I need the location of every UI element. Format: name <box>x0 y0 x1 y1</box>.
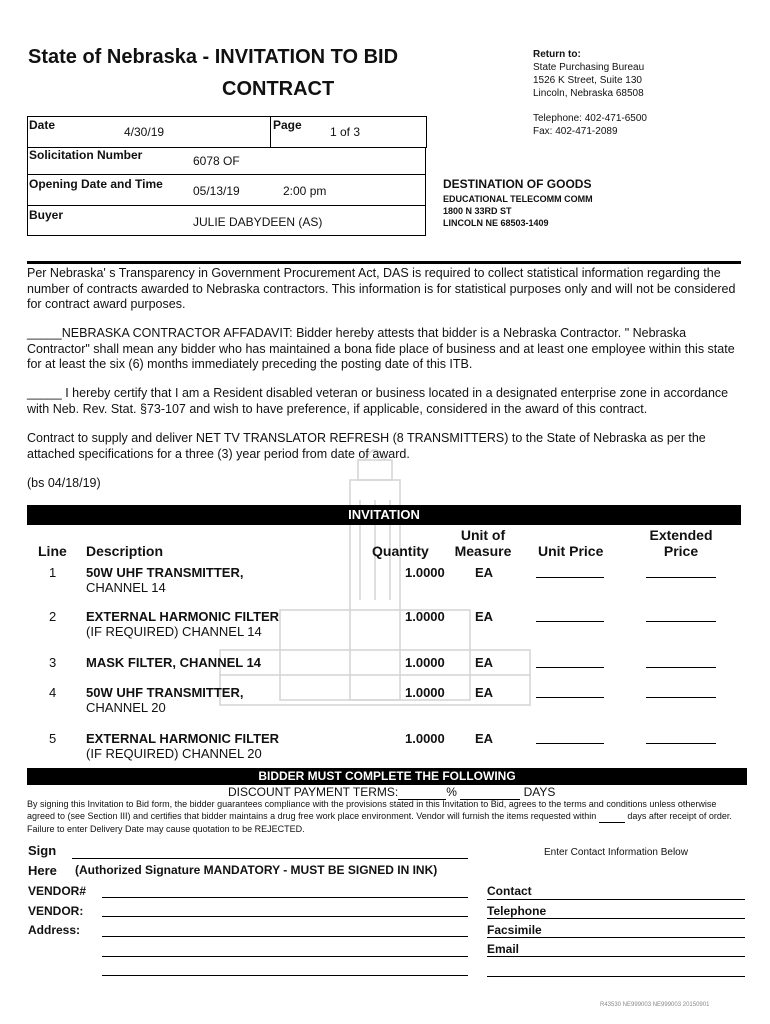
here-label: Here <box>28 863 57 878</box>
row-description-detail: CHANNEL 14 <box>86 580 166 595</box>
row-line-number: 4 <box>49 685 57 700</box>
row-quantity: 1.0000 <box>405 565 445 580</box>
vendor-number-label: VENDOR# <box>28 884 87 898</box>
facsimile-label: Facsimile <box>487 923 542 937</box>
return-line: 1526 K Street, Suite 130 <box>533 75 642 86</box>
email-label: Email <box>487 942 520 956</box>
row-description-detail: CHANNEL 20 <box>86 700 166 715</box>
col-extended-price-header-line: Extended <box>649 527 713 543</box>
footer-code: R43530 NE999003 NE999003 20150901 <box>600 1002 710 1008</box>
page-title: State of Nebraska - INVITATION TO BID <box>28 46 399 68</box>
col-description-header: Description <box>86 543 164 559</box>
telephone-field[interactable] <box>487 918 745 919</box>
authorized-signature-note: (Authorized Signature MANDATORY - MUST BE SIGNED IN INK) <box>75 863 438 877</box>
email-field-extra-line[interactable] <box>487 976 745 977</box>
invitation-bar: INVITATION <box>27 505 741 525</box>
email-field[interactable] <box>487 956 745 957</box>
date-page-box <box>27 116 427 148</box>
transparency-paragraph: Per Nebraska' s Transparency in Government Procurement Act, DAS is required to collect statistical information regarding the number of contracts awarded to Nebraska contractors. This information is for statistical purposes only and will not be considered for contract award purposes. <box>27 266 736 311</box>
destination-address <box>443 193 593 229</box>
note-paragraph: (bs 04/18/19) <box>27 476 101 490</box>
vendor-label: VENDOR: <box>28 904 84 918</box>
discount-label: DISCOUNT PAYMENT TERMS: <box>228 785 399 799</box>
buyer-value: JULIE DABYDEEN (AS) <box>193 215 323 229</box>
date-label: Date <box>29 118 56 132</box>
contact-info-instruction: Enter Contact Information Below <box>544 847 688 858</box>
extended-price-field[interactable] <box>646 697 716 698</box>
discount-days-label: DAYS <box>523 785 556 799</box>
address-field-line-1[interactable] <box>102 936 468 937</box>
row-description: EXTERNAL HARMONIC FILTER <box>86 731 280 746</box>
solicitation-label: Solicitation Number <box>29 148 143 162</box>
address-field-line-2[interactable] <box>102 956 468 957</box>
row-quantity: 1.0000 <box>405 731 445 746</box>
col-line-header: Line <box>38 543 67 559</box>
contact-label: Contact <box>487 884 532 898</box>
terms-text: By signing this Invitation to Bid form, the bidder guarantees compliance with the provisions stated in this Invitation to Bid, agrees to the terms and conditions unless otherwise agreed to (see Section III) and certifies that bidder maintains a drug free work place environment. Vendor will furnish the items requested within <box>27 799 717 821</box>
page-label: Page <box>273 118 302 132</box>
row-description: 50W UHF TRANSMITTER, <box>86 685 244 700</box>
return-telephone: Telephone: 402-471-6500 <box>533 113 647 124</box>
sign-label: Sign <box>28 843 57 858</box>
address-label: Address: <box>28 923 81 937</box>
extended-price-field[interactable] <box>646 577 716 578</box>
unit-price-field[interactable] <box>536 621 604 622</box>
row-uom: EA <box>475 609 494 624</box>
section-divider <box>27 261 741 264</box>
row-quantity: 1.0000 <box>405 685 445 700</box>
vendor-number-field[interactable] <box>102 897 468 898</box>
col-uom-header <box>448 527 518 559</box>
destination-line: LINCOLN NE 68503-1409 <box>443 218 549 228</box>
extended-price-field[interactable] <box>646 743 716 744</box>
affidavit-paragraph: _____NEBRASKA CONTRACTOR AFFADAVIT: Bidder hereby attests that bidder is a Nebraska Contractor. " Nebraska Contractor" shall mean any bidder who has maintained a bona fide place of business and at least one employee within this state for at least the six (6) months immediately preceding the posting date of this ITB. <box>27 326 735 371</box>
row-uom: EA <box>475 731 494 746</box>
row-description-detail: (IF REQUIRED) CHANNEL 14 <box>86 624 262 639</box>
solicitation-value: 6078 OF <box>193 154 240 168</box>
unit-price-field[interactable] <box>536 743 604 744</box>
buyer-label: Buyer <box>29 208 64 222</box>
veteran-paragraph: _____ I hereby certify that I am a Resident disabled veteran or business located in a designated enterprise zone in accordance with Neb. Rev. Stat. §73-107 and wish to have preference, if applicable, considered in the award of this contract. <box>27 386 729 416</box>
row-description: 50W UHF TRANSMITTER, <box>86 565 244 580</box>
opening-date: 05/13/19 <box>193 184 240 198</box>
row-quantity: 1.0000 <box>405 609 445 624</box>
delivery-days-field[interactable] <box>599 810 625 823</box>
unit-price-field[interactable] <box>536 697 604 698</box>
row-line-number: 3 <box>49 655 57 670</box>
unit-price-field[interactable] <box>536 577 604 578</box>
col-uom-header-line: Unit of <box>460 527 506 543</box>
destination-line: EDUCATIONAL TELECOMM COMM <box>443 194 593 204</box>
row-uom: EA <box>475 565 494 580</box>
return-fax: Fax: 402-471-2089 <box>533 126 618 137</box>
return-label: Return to: <box>533 49 581 60</box>
row-line-number: 2 <box>49 609 57 624</box>
row-description: EXTERNAL HARMONIC FILTER <box>86 609 280 624</box>
col-unit-price-header: Unit Price <box>538 543 604 559</box>
opening-time: 2:00 pm <box>283 184 327 198</box>
destination-line: 1800 N 33RD ST <box>443 206 512 216</box>
col-extended-price-header <box>640 527 722 559</box>
discount-percent-sign: % <box>446 785 457 799</box>
unit-price-field[interactable] <box>536 667 604 668</box>
signature-field[interactable] <box>72 858 468 859</box>
row-description: MASK FILTER, CHANNEL 14 <box>86 655 262 670</box>
col-extended-price-header-line: Price <box>663 543 699 559</box>
row-line-number: 5 <box>49 731 57 746</box>
extended-price-field[interactable] <box>646 667 716 668</box>
return-address <box>533 48 647 138</box>
telephone-label: Telephone <box>487 904 547 918</box>
terms-text-end: days after receipt of order. Failure to enter Delivery Date may cause quotation to be REJECTED. <box>27 811 732 834</box>
address-field-line-3[interactable] <box>102 975 468 976</box>
col-uom-header-line: Measure <box>454 543 512 559</box>
row-quantity: 1.0000 <box>405 655 445 670</box>
date-value: 4/30/19 <box>124 125 165 139</box>
extended-price-field[interactable] <box>646 621 716 622</box>
return-line: State Purchasing Bureau <box>533 62 645 73</box>
return-line: Lincoln, Nebraska 68508 <box>533 88 644 99</box>
vendor-field[interactable] <box>102 916 468 917</box>
page-subtitle: CONTRACT <box>222 78 335 100</box>
page-value: 1 of 3 <box>330 125 361 139</box>
row-line-number: 1 <box>49 565 57 580</box>
row-uom: EA <box>475 685 494 700</box>
terms-paragraph <box>27 798 743 835</box>
contact-field[interactable] <box>487 899 745 900</box>
facsimile-field[interactable] <box>487 937 745 938</box>
bidder-bar: BIDDER MUST COMPLETE THE FOLLOWING <box>27 768 747 785</box>
destination-label: DESTINATION OF GOODS <box>443 177 592 191</box>
col-quantity-header: Quantity <box>372 543 429 559</box>
contract-paragraph: Contract to supply and deliver NET TV TRANSLATOR REFRESH (8 TRANSMITTERS) to the State of Nebraska as per the attached specifications for a three (3) year period from date of award. <box>27 431 706 461</box>
row-uom: EA <box>475 655 494 670</box>
row-description-detail: (IF REQUIRED) CHANNEL 20 <box>86 746 262 761</box>
opening-label: Opening Date and Time <box>29 177 163 191</box>
